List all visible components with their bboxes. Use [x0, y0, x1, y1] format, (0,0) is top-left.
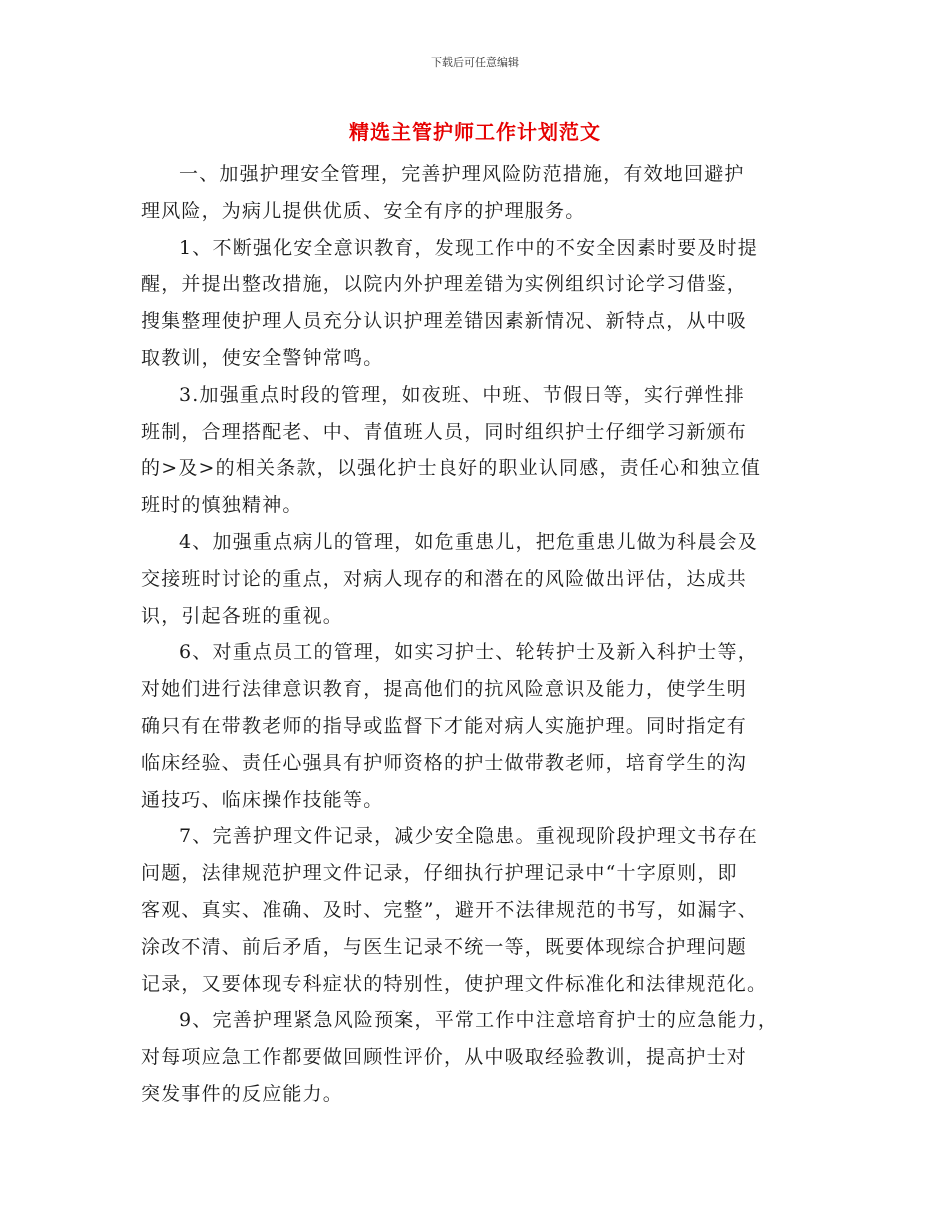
paragraph-line: 班时的慎独精神。 — [141, 494, 303, 517]
paragraph — [141, 377, 831, 524]
paragraph-line: 搜集整理使护理人员充分认识护理差错因素新情况、新特点，从中吸 — [141, 310, 748, 333]
paragraph-line: 7、完善护理文件记录，减少安全隐患。重视现阶段护理文书存在 — [179, 825, 758, 848]
paragraph — [141, 818, 831, 1002]
paragraph-line: 识，引起各班的重视。 — [141, 604, 344, 627]
paragraph-line: 班制，合理搭配老、中、青值班人员，同时组织护士仔细学习新颁布 — [141, 420, 748, 443]
paragraph-line: 问题，法律规范护理文件记录，仔细执行护理记录中“十字原则，即 — [141, 862, 738, 885]
paragraph-line: 醒，并提出整改措施，以院内外护理差错为实例组织讨论学习借鉴， — [141, 273, 748, 296]
paragraph — [141, 524, 831, 634]
header-note: 下载后可任意编辑 — [431, 56, 519, 69]
paragraph-line: 临床经验、责任心强具有护师资格的护士做带教老师，培育学生的沟 — [141, 751, 748, 774]
paragraph — [141, 1002, 831, 1112]
paragraph — [141, 634, 831, 818]
paragraph-line: 3.加强重点时段的管理，如夜班、中班、节假日等，实行弹性排 — [179, 383, 745, 406]
paragraph-line: 突发事件的反应能力。 — [141, 1082, 344, 1105]
paragraph-line: 涂改不清、前后矛盾，与医生记录不统一等，既要体现综合护理问题 — [141, 935, 748, 958]
paragraph-line: 6、对重点员工的管理，如实习护士、轮转护士及新入科护士等， — [179, 641, 758, 664]
paragraph — [141, 156, 831, 230]
paragraph-line: 理风险，为病儿提供优质、安全有序的护理服务。 — [141, 199, 586, 222]
paragraph-line: 取教训，使安全警钟常鸣。 — [141, 346, 384, 369]
paragraph-line: 一、加强护理安全管理，完善护理风险防范措施，有效地回避护 — [179, 163, 745, 185]
document-title: 精选主管护师工作计划范文 — [349, 120, 601, 144]
paragraph-line: 通技巧、临床操作技能等。 — [141, 788, 384, 811]
paragraph-line: 客观、真实、准确、及时、完整”，避开不法律规范的书写，如漏字、 — [141, 898, 758, 921]
document-body — [141, 156, 831, 1113]
paragraph-line: 1、不断强化安全意识教育，发现工作中的不安全因素时要及时提 — [179, 236, 758, 259]
paragraph-line: 的>及>的相关条款，以强化护士良好的职业认同感，责任心和独立值 — [141, 457, 762, 480]
paragraph-line: 对她们进行法律意识教育，提高他们的抗风险意识及能力，使学生明 — [141, 678, 748, 701]
paragraph-line: 记录，又要体现专科症状的特别性，使护理文件标准化和法律规范化。 — [141, 972, 768, 995]
paragraph-line: 9、完善护理紧急风险预案，平常工作中注意培育护士的应急能力， — [179, 1009, 779, 1032]
paragraph — [141, 230, 831, 377]
paragraph-line: 交接班时讨论的重点，对病人现存的和潜在的风险做出评估，达成共 — [141, 567, 748, 590]
paragraph-line: 4、加强重点病儿的管理，如危重患儿，把危重患儿做为科晨会及 — [179, 530, 758, 553]
paragraph-line: 对每项应急工作都要做回顾性评价，从中吸取经验教训，提高护士对 — [141, 1046, 748, 1069]
paragraph-line: 确只有在带教老师的指导或监督下才能对病人实施护理。同时指定有 — [141, 714, 748, 737]
